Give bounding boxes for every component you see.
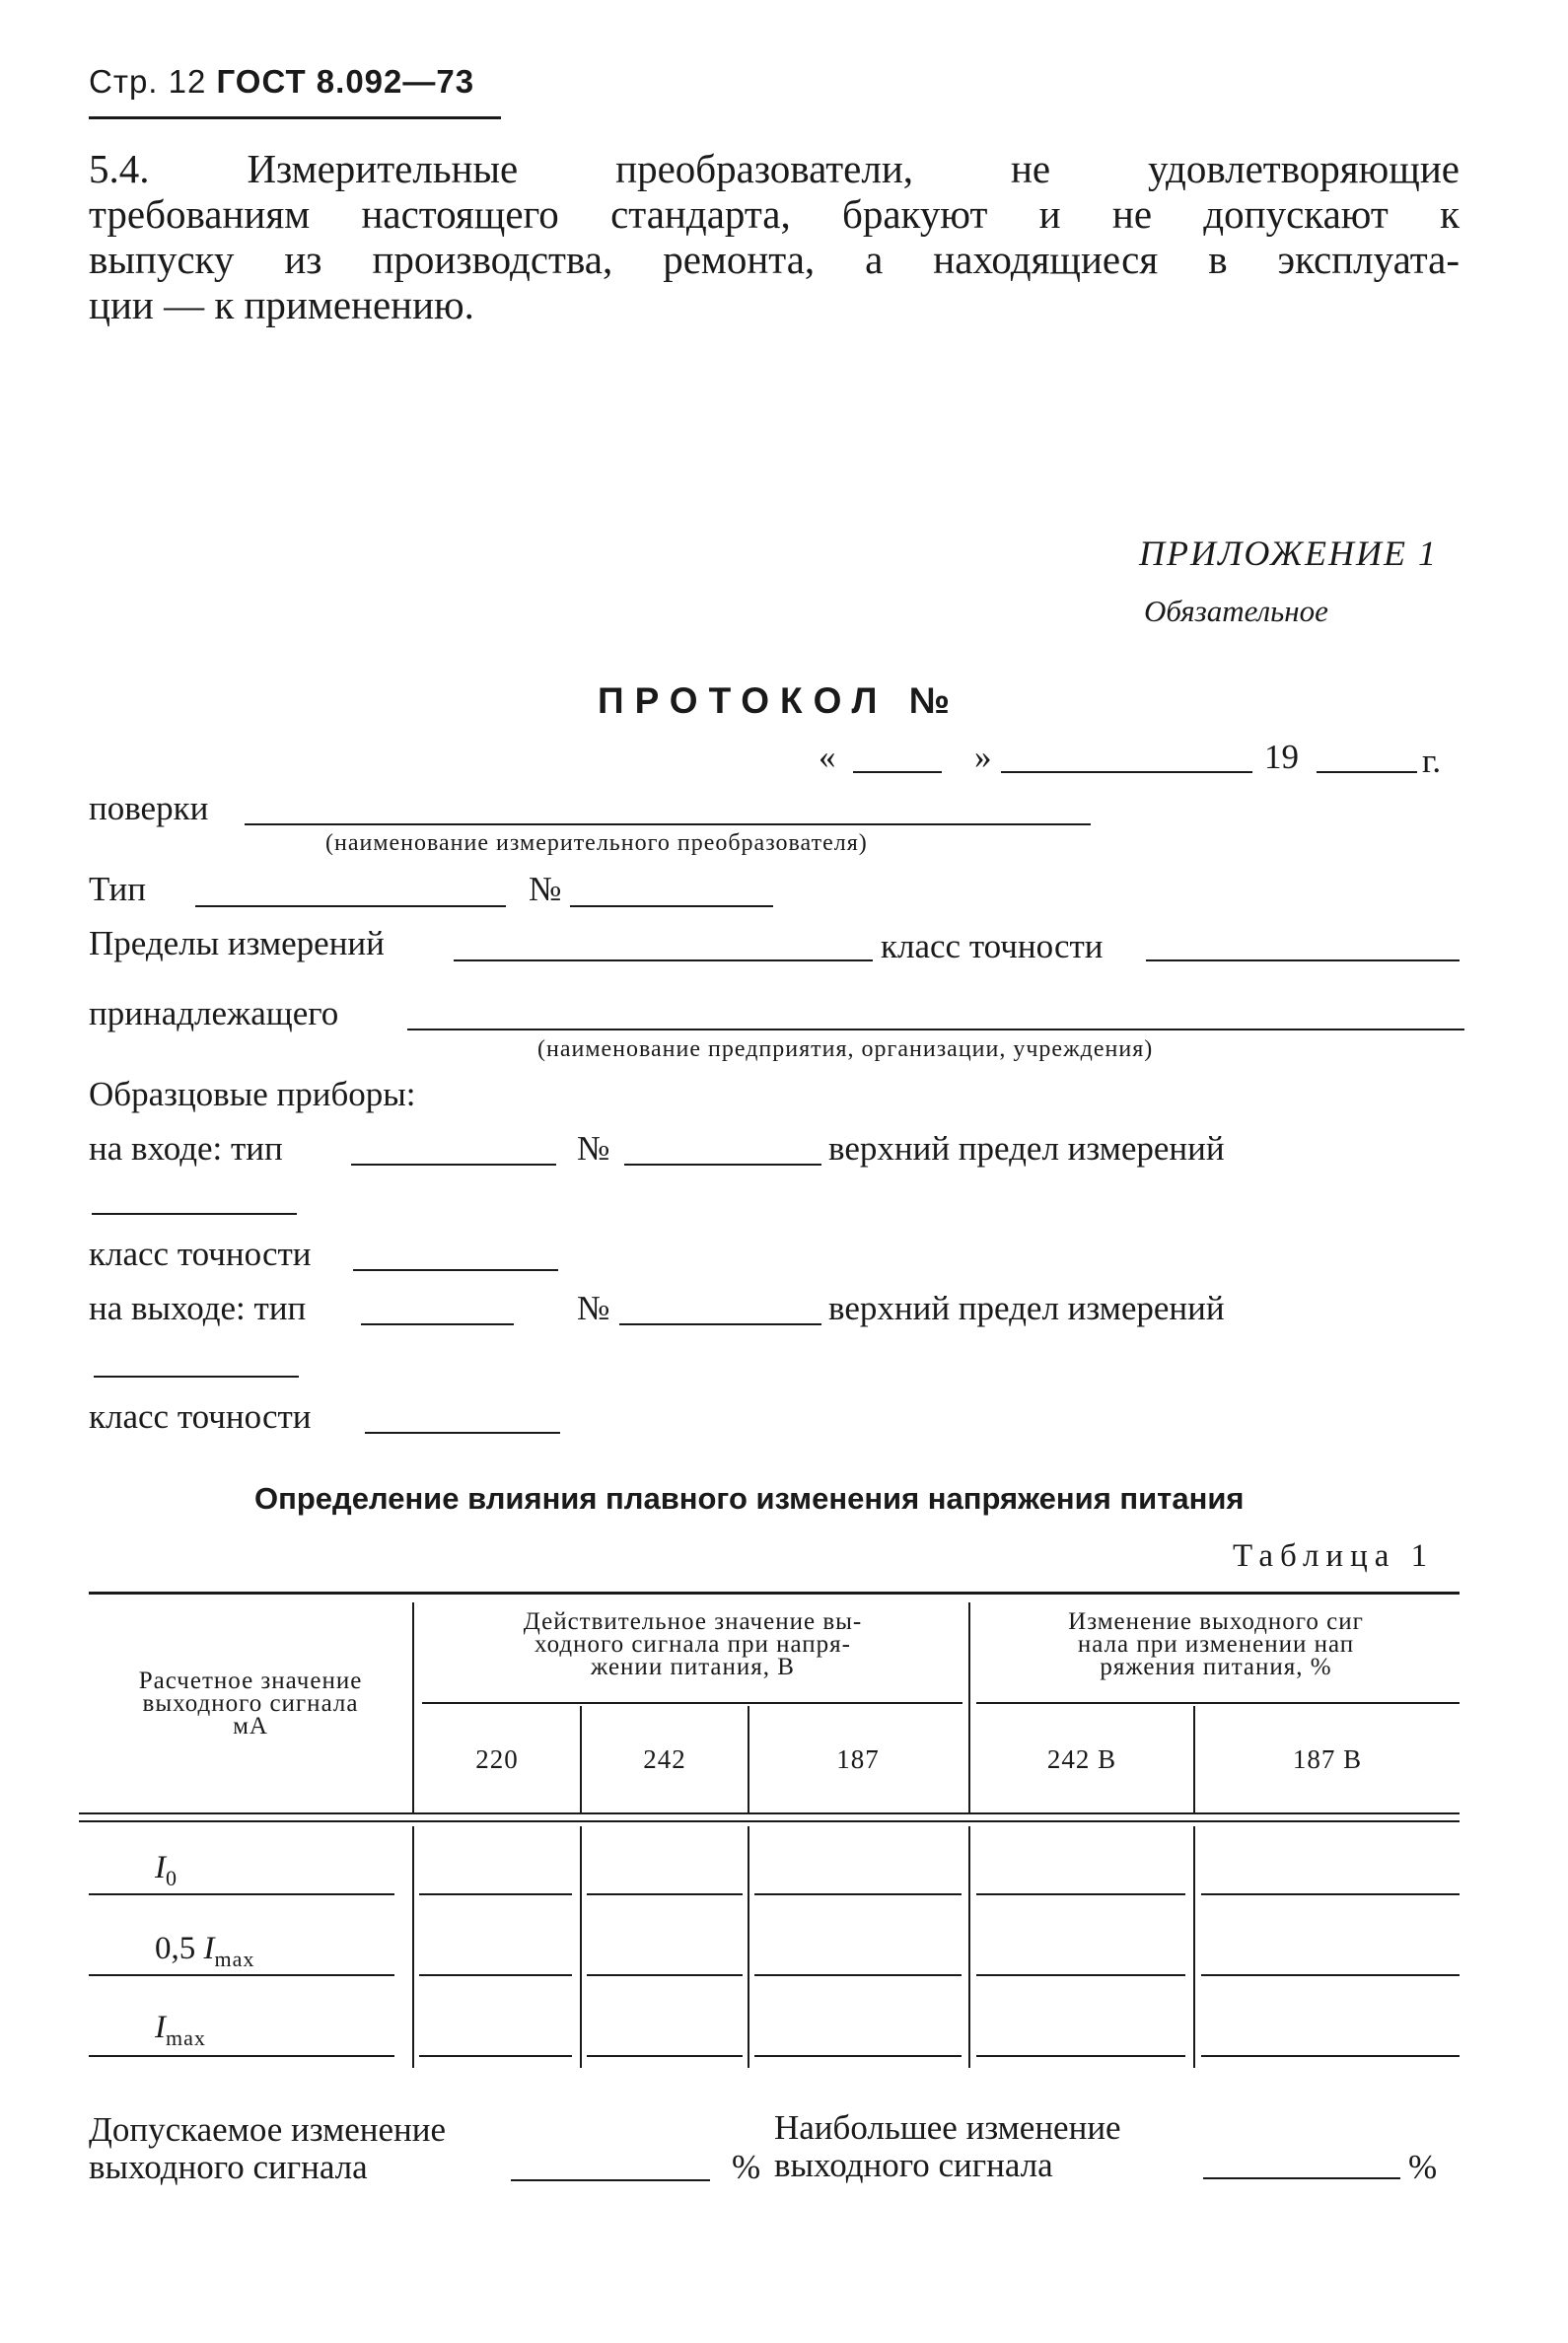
- allowed-change-line1: Допускаемое изменение: [89, 2110, 447, 2149]
- output-number-blank[interactable]: [619, 1323, 821, 1325]
- input-accuracy-class-blank[interactable]: [353, 1269, 558, 1271]
- row-rule: [89, 2055, 394, 2057]
- cell-blank[interactable]: [754, 2055, 962, 2057]
- table-vline: [580, 1826, 582, 2068]
- table-row-label: $I_{max}$: [155, 2010, 206, 2050]
- clause-line-4: ции — к применению.: [89, 282, 474, 327]
- date-year-prefix: 19: [1264, 738, 1299, 776]
- cell-blank[interactable]: [587, 2055, 743, 2057]
- output-upper-limit-blank[interactable]: [94, 1376, 299, 1378]
- appendix-subtitle: Обязательное: [1144, 594, 1328, 628]
- group1-header-line3: жении питания, В: [591, 1654, 795, 1680]
- verification-label: поверки: [89, 789, 209, 827]
- output-accuracy-class-blank[interactable]: [365, 1432, 560, 1434]
- output-type-label: на выходе: тип: [89, 1289, 307, 1327]
- type-label: Тип: [89, 870, 146, 908]
- output-upper-limit-label: верхний предел измерений: [828, 1289, 1225, 1327]
- cell-blank[interactable]: [976, 1974, 1185, 1976]
- clause-5-4: [89, 146, 1460, 327]
- clause-line-1: 5.4. Измерительные преобразователи, не удовлетворяющие: [89, 146, 1460, 191]
- accuracy-class-blank[interactable]: [1146, 959, 1460, 961]
- group1-header-line1: Действительное значение вы-: [523, 1608, 863, 1635]
- cell-blank[interactable]: [976, 1893, 1185, 1895]
- col1-header: [94, 1669, 407, 1738]
- type-number-sign: №: [529, 870, 562, 908]
- standard-number: ГОСТ 8.092—73: [216, 63, 475, 100]
- group2-header-line3: ряжения питания, %: [1100, 1654, 1332, 1680]
- max-change-percent: %: [1408, 2148, 1438, 2186]
- table-group-rule: [422, 1702, 962, 1704]
- cell-blank[interactable]: [419, 1893, 572, 1895]
- output-accuracy-class-label: класс точности: [89, 1397, 312, 1436]
- table-header-double-rule: [79, 1812, 1460, 1814]
- type-number-blank[interactable]: [570, 905, 773, 907]
- input-number-blank[interactable]: [624, 1164, 821, 1166]
- input-type-blank[interactable]: [351, 1164, 556, 1166]
- table-vline: [412, 1602, 414, 1814]
- type-blank[interactable]: [195, 905, 506, 907]
- allowed-change-blank[interactable]: [511, 2179, 710, 2181]
- max-change-line2: выходного сигнала: [774, 2146, 1053, 2184]
- verification-blank[interactable]: [245, 823, 1091, 825]
- date-close-quote: »: [974, 738, 992, 776]
- cell-blank[interactable]: [1201, 2055, 1460, 2057]
- allowed-change-percent: %: [732, 2148, 761, 2186]
- clause-line-2: требованиям настоящего стандарта, бракуют и не допускают к: [89, 191, 1460, 237]
- cell-blank[interactable]: [1201, 1974, 1460, 1976]
- date-year-blank[interactable]: [1317, 771, 1417, 773]
- max-change-blank[interactable]: [1203, 2177, 1400, 2179]
- table-top-rule: [89, 1592, 1460, 1595]
- date-month-blank[interactable]: [1001, 771, 1252, 773]
- table-label: Таблица 1: [1233, 1538, 1435, 1574]
- verification-caption: (наименование измерительного преобразователя): [325, 830, 868, 856]
- limits-label: Пределы измерений: [89, 924, 385, 962]
- table-title: Определение влияния плавного изменения напряжения питания: [254, 1481, 1245, 1516]
- owner-blank[interactable]: [407, 1029, 1464, 1030]
- row-rule: [89, 1974, 394, 1976]
- table-row-label: $I_0$: [155, 1850, 178, 1890]
- cell-blank[interactable]: [754, 1974, 962, 1976]
- reference-instruments-label: Образцовые приборы:: [89, 1075, 416, 1113]
- page-number: Стр. 12: [89, 63, 207, 100]
- group1-header: [419, 1610, 966, 1678]
- input-upper-limit-blank[interactable]: [92, 1213, 297, 1215]
- table-vline: [1193, 1826, 1195, 2068]
- table-vline: [968, 1826, 970, 2068]
- page-header: [89, 63, 474, 101]
- table-header-double-rule: [79, 1820, 1460, 1822]
- row-rule: [89, 1893, 394, 1895]
- date-open-quote: «: [819, 738, 836, 776]
- input-number-sign: №: [577, 1129, 610, 1168]
- date-year-suffix: г.: [1422, 742, 1442, 780]
- cell-blank[interactable]: [419, 1974, 572, 1976]
- group2-header-line2: нала при изменении нап: [1077, 1631, 1355, 1658]
- group1-header-line2: ходного сигнала при напря-: [535, 1631, 851, 1658]
- subcol-242v: 242 В: [1046, 1744, 1117, 1774]
- output-type-blank[interactable]: [361, 1323, 514, 1325]
- limits-blank[interactable]: [454, 959, 873, 961]
- table-vline: [748, 1826, 749, 2068]
- group2-header-line1: Изменение выходного сиг: [1068, 1608, 1364, 1635]
- clause-line-3: выпуску из производства, ремонта, а находящиеся в эксплуата-: [89, 237, 1460, 282]
- accuracy-class-label: класс точности: [881, 927, 1104, 965]
- table-group-rule: [976, 1702, 1460, 1704]
- group2-header: [974, 1610, 1458, 1678]
- protocol-title: ПРОТОКОЛ №: [598, 680, 961, 721]
- cell-blank[interactable]: [754, 1893, 962, 1895]
- owner-caption: (наименование предприятия, организации, учреждения): [537, 1036, 1154, 1062]
- col1-header-line1: Расчетное значение: [138, 1668, 363, 1694]
- col1-header-line2: выходного сигнала: [142, 1690, 359, 1717]
- subcol-187: 187: [836, 1744, 880, 1774]
- subcol-220: 220: [475, 1744, 519, 1774]
- date-day-blank[interactable]: [853, 771, 942, 773]
- input-accuracy-class-label: класс точности: [89, 1235, 312, 1273]
- subcol-187v: 187 В: [1292, 1744, 1363, 1774]
- table-vline: [412, 1826, 414, 2068]
- table-row-label: 0,5 $I_{max}$: [155, 1931, 255, 1971]
- input-type-label: на входе: тип: [89, 1129, 283, 1168]
- allowed-change-line2: выходного сигнала: [89, 2148, 368, 2186]
- max-change-line1: Наибольшее изменение: [774, 2108, 1121, 2147]
- header-rule: [89, 116, 501, 119]
- cell-blank[interactable]: [587, 1893, 743, 1895]
- appendix-title: ПРИЛОЖЕНИЕ 1: [1139, 533, 1438, 573]
- cell-blank[interactable]: [587, 1974, 743, 1976]
- output-number-sign: №: [577, 1289, 610, 1327]
- subcol-242: 242: [643, 1744, 686, 1774]
- input-upper-limit-label: верхний предел измерений: [828, 1129, 1225, 1168]
- cell-blank[interactable]: [1201, 1893, 1460, 1895]
- cell-blank[interactable]: [976, 2055, 1185, 2057]
- owner-label: принадлежащего: [89, 994, 339, 1032]
- table-vline: [968, 1602, 970, 1814]
- col1-header-line3: мА: [233, 1713, 268, 1740]
- cell-blank[interactable]: [419, 2055, 572, 2057]
